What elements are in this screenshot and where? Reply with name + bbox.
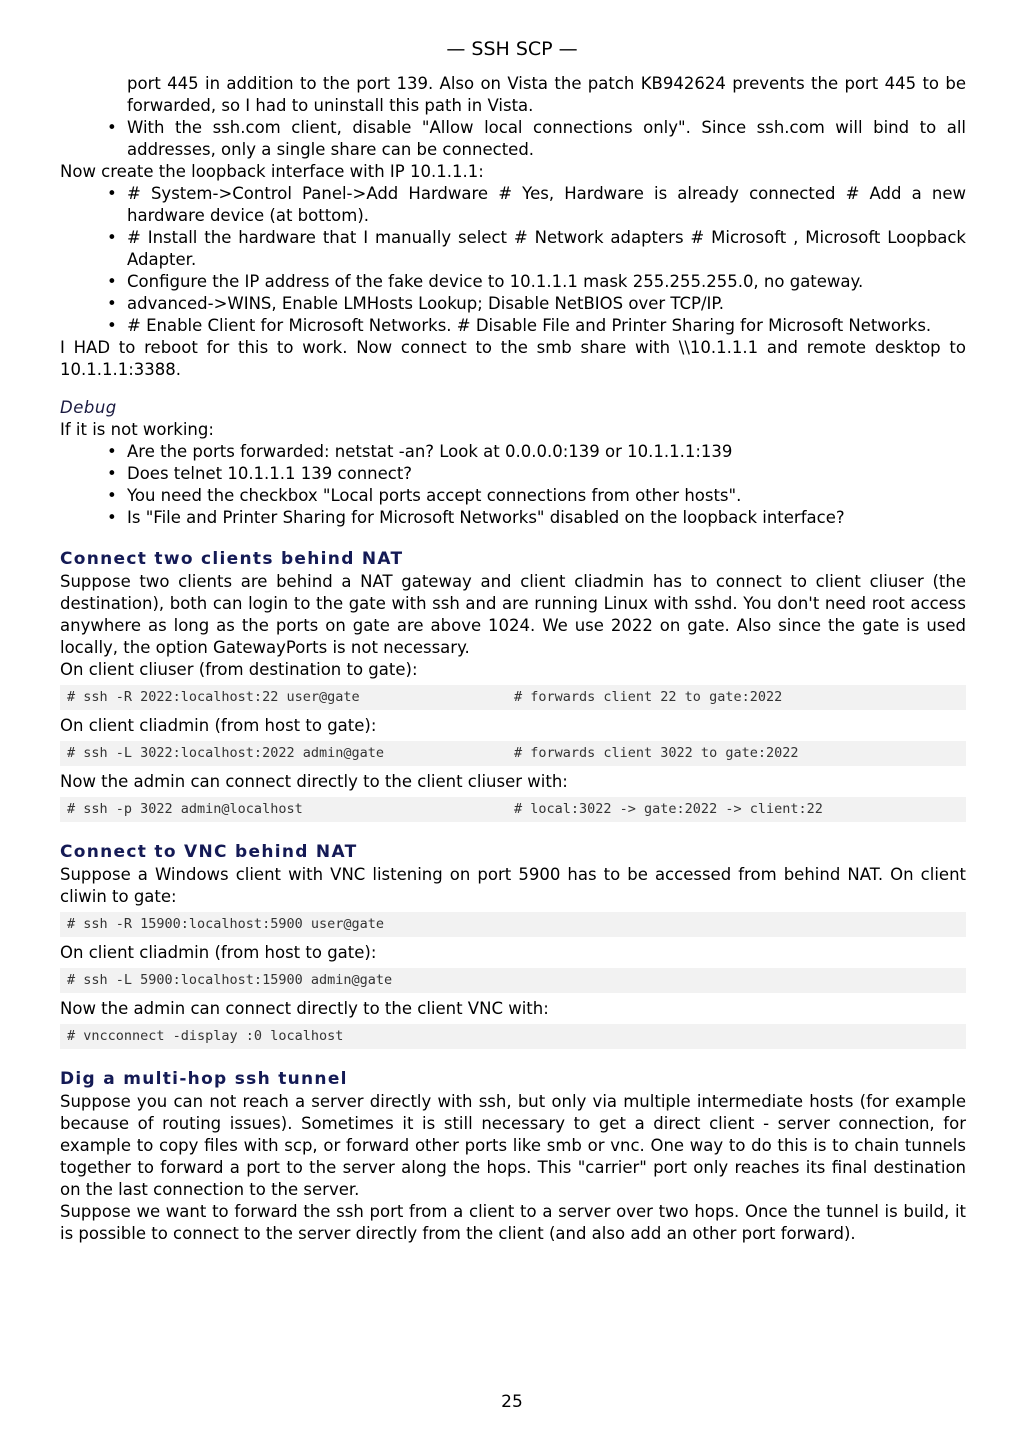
list-item: • Configure the IP address of the fake device to 10.1.1.1 mask 255.255.255.0, no gateway.	[127, 271, 966, 293]
list-item: • # System->Control Panel->Add Hardware # Yes, Hardware is already connected # Add a new hardware device (at bottom).	[127, 183, 966, 227]
list-item: • You need the checkbox "Local ports accept connections from other hosts".	[127, 485, 966, 507]
list-item: • advanced->WINS, Enable LMHosts Lookup; Disable NetBIOS over TCP/IP.	[127, 293, 966, 315]
nat-label-1: On client cliuser (from destination to gate):	[60, 660, 418, 679]
code-block	[60, 741, 966, 766]
code-comment: # local:3022 -> gate:2022 -> client:22	[514, 801, 823, 817]
code-command: # ssh -p 3022 admin@localhost	[67, 801, 303, 817]
loopback-steps	[60, 183, 966, 337]
code-comment: # forwards client 3022 to gate:2022	[514, 745, 799, 761]
section-heading-nat: Connect two clients behind NAT	[60, 549, 404, 569]
nat-label-2: On client cliadmin (from host to gate):	[60, 716, 377, 735]
vnc-label-2: On client cliadmin (from host to gate):	[60, 943, 377, 962]
reboot-note: I HAD to reboot for this to work. Now connect to the smb share with \\10.1.1.1 and remote desktop to 10.1.1.1:3388.	[60, 338, 966, 379]
section-heading-vnc: Connect to VNC behind NAT	[60, 842, 358, 862]
code-block	[60, 685, 966, 710]
page-number: 25	[501, 1392, 523, 1412]
vnc-paragraph: Suppose a Windows client with VNC listening on port 5900 has to be accessed from behind NAT. On client cliwin to gate:	[60, 865, 966, 906]
code-block	[60, 797, 966, 822]
list-item: • With the ssh.com client, disable "Allow local connections only". Since ssh.com will bind to all addresses, only a single share can be connected.	[127, 117, 966, 161]
vnc-label-3: Now the admin can connect directly to the client VNC with:	[60, 999, 549, 1018]
list-item: • # Enable Client for Microsoft Networks. # Disable File and Printer Sharing for Microsoft Networks.	[127, 315, 966, 337]
bullets-top	[60, 73, 966, 161]
list-item: • Does telnet 10.1.1.1 139 connect?	[127, 463, 966, 485]
list-item: • Is "File and Printer Sharing for Microsoft Networks" disabled on the loopback interface?	[127, 507, 966, 529]
page-header: — SSH SCP —	[446, 38, 578, 60]
code-command: # vncconnect -display :0 localhost	[67, 1028, 344, 1044]
code-command: # ssh -R 2022:localhost:22 user@gate	[67, 689, 360, 705]
code-block	[60, 1024, 966, 1049]
code-block	[60, 912, 966, 937]
content	[60, 73, 966, 1245]
code-comment: # forwards client 22 to gate:2022	[514, 689, 783, 705]
debug-heading: Debug	[60, 398, 117, 417]
code-command: # ssh -R 15900:localhost:5900 user@gate	[67, 916, 384, 932]
list-item: port 445 in addition to the port 139. Also on Vista the patch KB942624 prevents the port 445 to be forwarded, so I had to uninstall this path in Vista.	[127, 74, 966, 115]
code-command: # ssh -L 3022:localhost:2022 admin@gate	[67, 745, 384, 761]
loopback-intro: Now create the loopback interface with IP 10.1.1.1:	[60, 162, 484, 181]
nat-paragraph: Suppose two clients are behind a NAT gateway and client cliadmin has to connect to client cliuser (the destination), both can login to the gate with ssh and are running Linux with sshd. You don't need root access anywhere as long as the ports on gate are above 1024. We use 2022 on gate. Also since the gate is used locally, the option GatewayPorts is not necessary.	[60, 572, 966, 657]
section-heading-multihop: Dig a multi-hop ssh tunnel	[60, 1069, 348, 1089]
multihop-paragraph-2: Suppose we want to forward the ssh port from a client to a server over two hops. Once the tunnel is build, it is possible to connect to the server directly from the client (and also add an other port forward).	[60, 1202, 966, 1243]
multihop-paragraph-1: Suppose you can not reach a server directly with ssh, but only via multiple intermediate hosts (for example because of routing issues). Sometimes it is still necessary to get a direct client - server connection, for example to copy files with scp, or forward other ports like smb or vnc. One way to do this is to chain tunnels together to forward a port to the server along the hops. This "carrier" port only reaches its final destination on the last connection to the server.	[60, 1092, 966, 1199]
list-item: • Are the ports forwarded: netstat -an? Look at 0.0.0.0:139 or 10.1.1.1:139	[127, 441, 966, 463]
debug-list	[60, 441, 966, 529]
nat-label-3: Now the admin can connect directly to the client cliuser with:	[60, 772, 568, 791]
list-item: • # Install the hardware that I manually select # Network adapters # Microsoft , Microsoft Loopback Adapter.	[127, 227, 966, 271]
debug-intro: If it is not working:	[60, 420, 214, 439]
code-block	[60, 968, 966, 993]
code-command: # ssh -L 5900:localhost:15900 admin@gate	[67, 972, 393, 988]
